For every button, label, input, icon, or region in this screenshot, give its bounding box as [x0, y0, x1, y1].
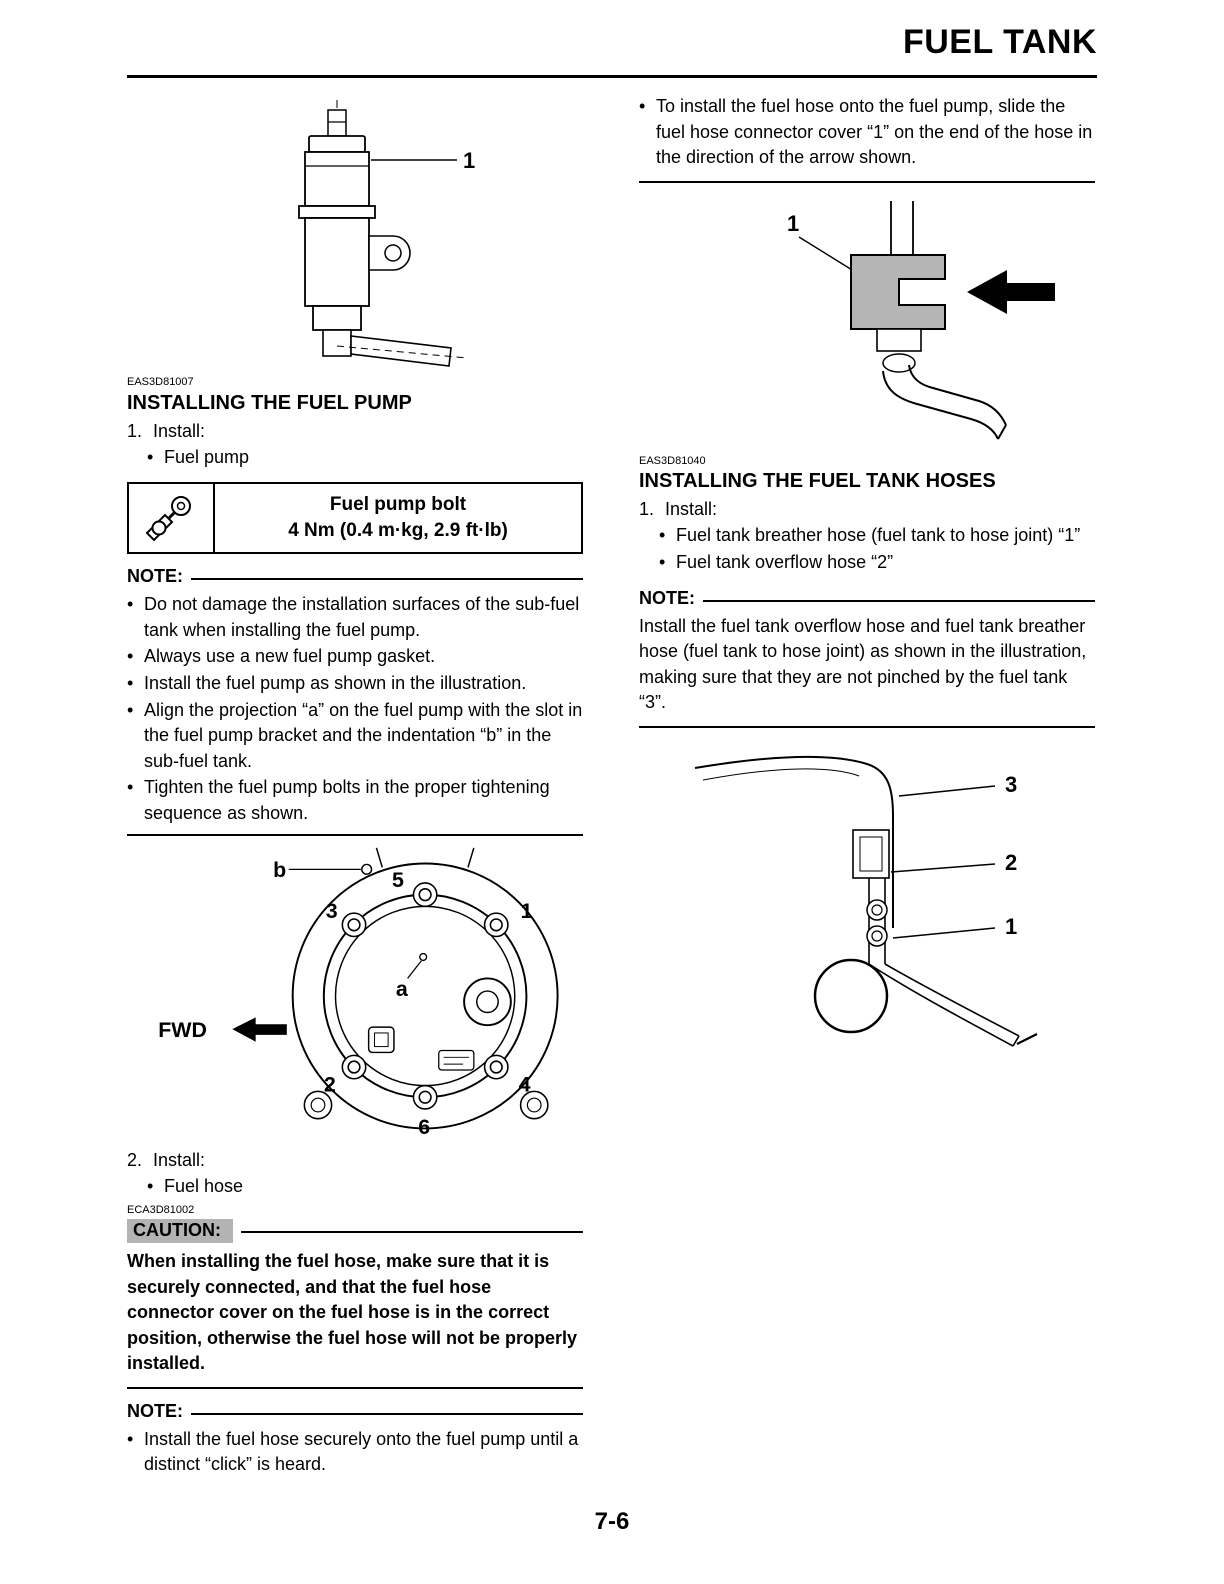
note-item: • Do not damage the installation surfaces of the sub-fuel tank when installing the fuel pump. — [127, 592, 583, 643]
step-label: Install: — [153, 1150, 206, 1171]
step-line — [639, 497, 1095, 522]
hose-connector-illustration — [639, 195, 1095, 447]
section-code: EAS3D81040 — [639, 455, 706, 468]
figure-tank-hoses — [639, 738, 1095, 1068]
page-header — [127, 24, 1097, 61]
figure-callout-a: a — [395, 977, 408, 1002]
figure-callout-4: 4 — [518, 1072, 531, 1097]
page-title: FUEL TANK — [902, 23, 1097, 61]
section-rule — [127, 834, 583, 836]
torque-spec-text — [215, 484, 581, 552]
torque-icon-cell — [129, 484, 215, 552]
torque-item-value: 4 Nm (0.4 m·kg, 2.9 ft·lb) — [288, 519, 508, 541]
figure-callout-5: 5 — [392, 868, 404, 893]
list-item: • Fuel pump — [147, 445, 583, 471]
section-rule — [639, 726, 1095, 728]
caution-label: CAUTION: — [127, 1219, 233, 1243]
step-number: 1. — [639, 499, 655, 520]
caution-code: ECA3D81002 — [127, 1203, 195, 1216]
torque-spec-box — [127, 482, 583, 554]
section-code: EAS3D81007 — [127, 376, 194, 389]
figure-callout-1: 1 — [520, 899, 533, 924]
figure-callout-2: 2 — [1005, 849, 1018, 875]
direction-arrow-icon — [967, 270, 1055, 314]
note-rule — [191, 1413, 583, 1422]
caution-header — [127, 1219, 583, 1243]
step-label: Install: — [153, 420, 206, 441]
figure-hose-connector — [639, 195, 1095, 447]
figure-fuel-pump — [127, 96, 583, 368]
step-item-list — [147, 445, 583, 471]
list-item: • Fuel hose — [147, 1174, 583, 1200]
figure-callout-3: 3 — [1005, 771, 1018, 797]
list-item: • Fuel tank breather hose (fuel tank to hose joint) “1” — [659, 523, 1095, 549]
note-item: • Install the fuel hose securely onto the fuel pump until a distinct “click” is heard. — [127, 1427, 583, 1478]
section-heading-fuel-tank-hoses: INSTALLING THE FUEL TANK HOSES — [639, 470, 996, 493]
left-column — [127, 94, 583, 1479]
tank-hoses-illustration — [639, 738, 1095, 1068]
note-item: • Align the projection “a” on the fuel pump with the slot in the fuel pump bracket and the indentation “b” in the sub-fuel tank. — [127, 698, 583, 775]
list-item: • Fuel tank overflow hose “2” — [659, 550, 1095, 576]
note-rule — [191, 578, 583, 587]
caution-text: When installing the fuel hose, make sure that it is securely connected, and that the fuel hose connector cover on the fuel hose is in the correct position, otherwise the fuel hose will not be properly installed. — [127, 1251, 578, 1374]
bolt-sequence-illustration — [127, 844, 583, 1144]
figure-callout-1: 1 — [1005, 913, 1018, 939]
torque-item-name: Fuel pump bolt — [329, 494, 467, 516]
note-item: • Always use a new fuel pump gasket. — [127, 644, 583, 670]
note-list — [127, 592, 583, 826]
figure-callout-1: 1 — [787, 211, 800, 237]
fwd-label: FWD — [158, 1018, 207, 1043]
note-list — [127, 1427, 583, 1478]
figure-callout-b: b — [273, 858, 287, 883]
step-label: Install: — [665, 499, 718, 520]
content-columns — [127, 94, 1097, 1479]
torque-wrench-icon — [139, 491, 203, 545]
caution-rule — [241, 1231, 583, 1243]
fuel-pump-illustration — [127, 96, 583, 368]
note-label: NOTE: — [639, 587, 695, 608]
note-label: NOTE: — [127, 1400, 183, 1421]
figure-bolt-sequence — [127, 844, 583, 1144]
connector-cover-shape — [851, 255, 945, 329]
note-rule — [703, 600, 1095, 609]
step-line — [127, 1148, 583, 1173]
section-rule — [639, 181, 1095, 183]
figure-callout-6: 6 — [418, 1115, 431, 1140]
figure-callout-1: 1 — [463, 148, 476, 174]
note-header — [127, 1401, 583, 1422]
note-header — [127, 566, 583, 587]
section-rule — [127, 1387, 583, 1389]
header-rule — [127, 75, 1097, 78]
step-item-list — [659, 523, 1095, 575]
fwd-arrow-icon — [232, 1018, 287, 1042]
figure-callout-3: 3 — [325, 899, 338, 924]
note-item: • Tighten the fuel pump bolts in the proper tightening sequence as shown. — [127, 775, 583, 826]
note-header — [639, 588, 1095, 609]
step-number: 1. — [127, 420, 143, 441]
step-line — [127, 419, 583, 444]
note-item: • To install the fuel hose onto the fuel pump, slide the fuel hose connector cover “1” on the end of the hose in the direction of the arrow shown. — [639, 94, 1095, 171]
step-number: 2. — [127, 1150, 143, 1171]
callout-leader-line — [799, 237, 857, 273]
note-paragraph: Install the fuel tank overflow hose and fuel tank breather hose (fuel tank to hose joint) as shown in the illustration, making sure that they are not pinched by the fuel tank “3”. — [639, 615, 1087, 713]
note-label: NOTE: — [127, 566, 183, 587]
intro-list — [639, 94, 1095, 171]
page-number: 7-6 — [594, 1508, 630, 1535]
note-item: • Install the fuel pump as shown in the illustration. — [127, 671, 583, 697]
step-item-list — [147, 1174, 583, 1200]
right-column — [639, 94, 1095, 1479]
figure-callout-2: 2 — [323, 1072, 336, 1097]
section-heading-fuel-pump: INSTALLING THE FUEL PUMP — [127, 391, 412, 414]
